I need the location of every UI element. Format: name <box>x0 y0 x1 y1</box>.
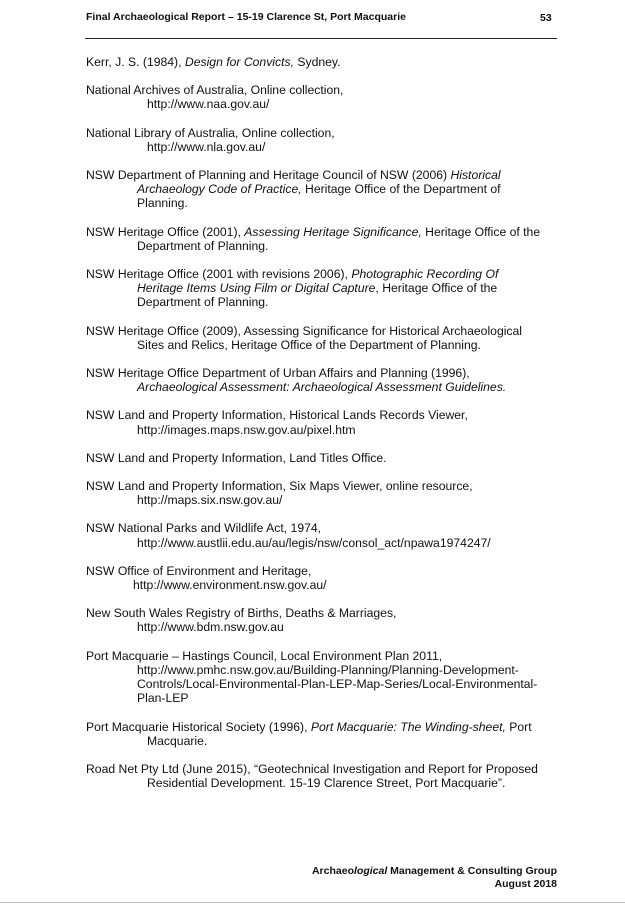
reference-line <box>86 451 558 465</box>
footer-org-part1: Archaeo <box>311 865 354 877</box>
reference-line <box>86 366 558 380</box>
reference-entry <box>86 521 558 549</box>
footer <box>312 865 557 890</box>
reference-text: http://www.pmhc.nsw.gov.au/Building-Planning/Planning-Development- <box>137 662 519 677</box>
reference-entry <box>86 606 558 634</box>
reference-text: Sites and Relics, Heritage Office of the Department of Planning. <box>137 337 481 352</box>
reference-line <box>86 620 558 634</box>
reference-text: Port Macquarie Historical Society (1996), <box>86 719 311 734</box>
reference-text: , Heritage Office of the <box>375 281 498 296</box>
reference-entry <box>86 451 558 465</box>
reference-text: NSW Heritage Office (2001 with revisions 2006), <box>86 267 352 282</box>
reference-entry <box>86 366 558 394</box>
reference-entry <box>86 564 558 592</box>
reference-line <box>86 677 558 691</box>
reference-text: http://www.naa.gov.au/ <box>147 97 270 112</box>
reference-line <box>86 606 558 620</box>
reference-text: NSW Heritage Office (2009), Assessing Significance for Historical Archaeological <box>86 323 523 338</box>
reference-entry <box>86 408 558 436</box>
reference-line <box>86 168 558 182</box>
reference-line <box>86 423 558 437</box>
reference-text: Kerr, J. S. (1984), <box>86 55 185 69</box>
reference-text: NSW National Parks and Wildlife Act, 1974, <box>86 521 322 536</box>
reference-line <box>86 140 558 154</box>
header-divider <box>85 38 557 39</box>
reference-line <box>86 225 558 239</box>
reference-line <box>86 380 558 394</box>
reference-line <box>86 479 558 493</box>
reference-entry <box>86 225 558 253</box>
reference-text: NSW Land and Property Information, Six Maps Viewer, online resource, <box>86 479 473 494</box>
reference-entry <box>86 126 558 154</box>
reference-entry <box>86 168 558 211</box>
reference-text: Port Macquarie – Hastings Council, Local Environment Plan 2011, <box>86 648 443 663</box>
reference-line <box>86 83 558 97</box>
reference-entry <box>86 267 558 310</box>
reference-text: http://www.environment.nsw.gov.au/ <box>133 578 327 593</box>
reference-text: Heritage Office of the Department of <box>301 182 501 197</box>
reference-text: NSW Heritage Office Department of Urban Affairs and Planning (1996), <box>86 366 470 381</box>
report-title: Final Archaeological Report – 15-19 Clarence St, Port Macquarie <box>86 11 406 23</box>
page-number: 53 <box>540 12 552 24</box>
reference-line <box>86 762 558 776</box>
reference-text: Sydney. <box>293 55 341 69</box>
reference-italic-text: Archaeological Assessment: Archaeological Assessment Guidelines. <box>137 380 507 395</box>
reference-line <box>86 564 558 578</box>
reference-entry <box>86 762 558 790</box>
reference-text: NSW Office of Environment and Heritage, <box>86 563 312 578</box>
reference-line <box>86 267 558 281</box>
reference-line <box>86 126 558 140</box>
reference-line <box>86 720 558 734</box>
reference-line <box>86 281 558 295</box>
reference-line <box>86 649 558 663</box>
reference-line <box>86 338 558 352</box>
footer-date: August 2018 <box>494 877 557 890</box>
reference-text: Macquarie. <box>147 733 208 748</box>
reference-line <box>86 776 558 790</box>
reference-entry <box>86 720 558 748</box>
footer-organisation <box>312 865 557 878</box>
reference-text: Road Net Pty Ltd (June 2015), “Geotechnical Investigation and Report for Proposed <box>86 761 538 776</box>
reference-line <box>86 97 558 111</box>
reference-text: Department of Planning. <box>137 238 269 253</box>
reference-line <box>86 239 558 253</box>
reference-line <box>86 691 558 705</box>
reference-text: Heritage Office of the <box>421 224 541 239</box>
reference-line <box>86 182 558 196</box>
reference-italic-text: Design for Convicts, <box>184 55 294 69</box>
reference-text: Port <box>505 719 532 734</box>
reference-text: New South Wales Registry of Births, Deaths & Marriages, <box>86 606 397 621</box>
reference-text: http://www.nla.gov.au/ <box>147 139 266 154</box>
reference-text: http://www.bdm.nsw.gov.au <box>137 620 284 635</box>
reference-line <box>86 521 558 535</box>
reference-line <box>86 55 558 69</box>
reference-line <box>86 578 558 592</box>
reference-line <box>86 324 558 338</box>
reference-text: NSW Heritage Office (2001), <box>86 224 245 239</box>
reference-text: NSW Department of Planning and Heritage Council of NSW (2006) <box>86 168 451 183</box>
reference-italic-text: Historical <box>450 168 501 183</box>
reference-line <box>86 196 558 210</box>
reference-italic-text: Photographic Recording Of <box>351 267 499 282</box>
reference-italic-text: Archaeology Code of Practice, <box>137 182 302 197</box>
reference-line <box>86 493 558 507</box>
footer-org-italic: logical <box>353 865 388 877</box>
reference-italic-text: Assessing Heritage Significance, <box>244 224 422 239</box>
reference-text: National Library of Australia, Online collection, <box>86 125 335 140</box>
reference-line <box>86 295 558 309</box>
reference-entry <box>86 324 558 352</box>
reference-text: http://www.austlii.edu.au/au/legis/nsw/consol_act/npawa1974247/ <box>137 535 491 550</box>
reference-entry <box>86 55 558 69</box>
footer-org-part2: Management & Consulting Group <box>387 865 557 877</box>
reference-text: NSW Land and Property Information, Land Titles Office. <box>86 450 387 465</box>
reference-italic-text: Port Macquarie: The Winding-sheet, <box>310 719 506 734</box>
reference-text: http://images.maps.nsw.gov.au/pixel.htm <box>137 422 356 437</box>
reference-line <box>86 734 558 748</box>
reference-line <box>86 663 558 677</box>
reference-text: Planning. <box>137 196 188 211</box>
reference-list <box>86 55 558 804</box>
reference-text: Plan-LEP <box>137 691 189 706</box>
reference-text: Department of Planning. <box>137 295 269 310</box>
reference-entry <box>86 649 558 706</box>
reference-italic-text: Heritage Items Using Film or Digital Capture <box>137 281 376 296</box>
reference-text: National Archives of Australia, Online collection, <box>86 83 344 98</box>
reference-entry <box>86 83 558 111</box>
reference-line <box>86 408 558 422</box>
page-bottom-edge <box>0 902 625 903</box>
reference-line <box>86 536 558 550</box>
reference-text: Residential Development. 15-19 Clarence Street, Port Macquarie”. <box>147 776 506 791</box>
reference-text: http://maps.six.nsw.gov.au/ <box>137 493 283 508</box>
reference-entry <box>86 479 558 507</box>
reference-text: NSW Land and Property Information, Historical Lands Records Viewer, <box>86 408 468 423</box>
reference-text: Controls/Local-Environmental-Plan-LEP-Map-Series/Local-Environmental- <box>137 677 538 692</box>
